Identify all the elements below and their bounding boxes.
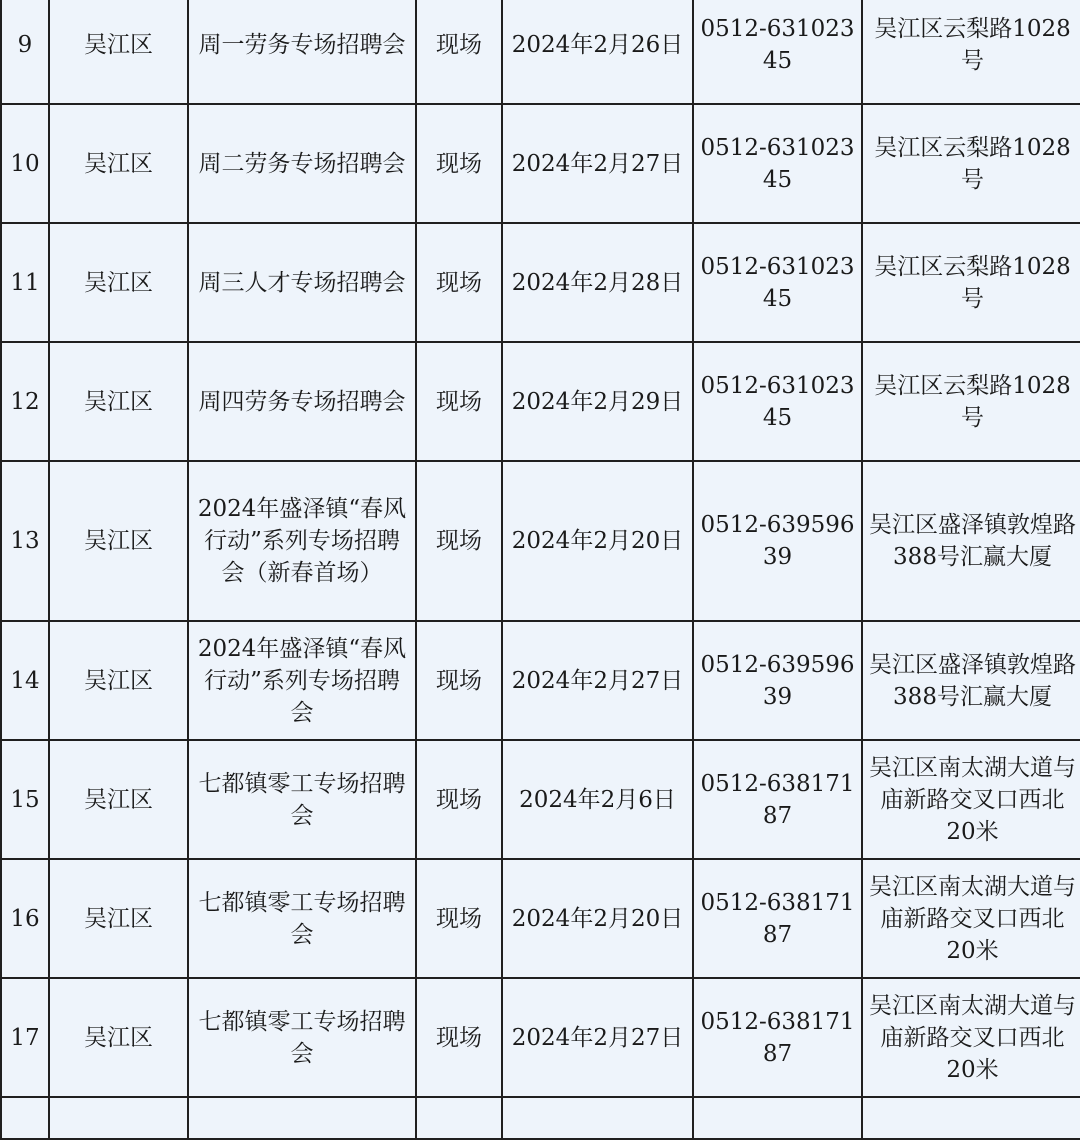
contact-phone: 0512-63102345 xyxy=(693,104,862,223)
event-type: 现场 xyxy=(416,621,502,740)
district: 吴江区 xyxy=(49,740,188,859)
event-name: 七都镇零工专场招聘会 xyxy=(188,978,416,1097)
contact-phone: 0512-63817187 xyxy=(693,859,862,978)
event-date: 2024年2月28日 xyxy=(502,223,693,342)
district: 吴江区 xyxy=(49,621,188,740)
event-date: 2024年2月20日 xyxy=(502,461,693,621)
event-name: 七都镇零工专场招聘会 xyxy=(188,740,416,859)
event-name: 2024年盛泽镇“春风行动”系列专场招聘会 xyxy=(188,621,416,740)
table-row-partial xyxy=(1,1097,1080,1139)
empty-cell xyxy=(188,1097,416,1139)
contact-phone: 0512-63102345 xyxy=(693,0,862,104)
venue-address: 吴江区盛泽镇敦煌路388号汇赢大厦 xyxy=(862,461,1080,621)
event-date: 2024年2月20日 xyxy=(502,859,693,978)
event-name: 周一劳务专场招聘会 xyxy=(188,0,416,104)
contact-phone: 0512-63959639 xyxy=(693,461,862,621)
event-type: 现场 xyxy=(416,461,502,621)
empty-cell xyxy=(502,1097,693,1139)
event-date: 2024年2月27日 xyxy=(502,978,693,1097)
event-date: 2024年2月27日 xyxy=(502,621,693,740)
venue-address: 吴江区云梨路1028号 xyxy=(862,342,1080,461)
row-number: 15 xyxy=(1,740,49,859)
table-row xyxy=(1,104,1080,223)
contact-phone: 0512-63817187 xyxy=(693,978,862,1097)
contact-phone: 0512-63817187 xyxy=(693,740,862,859)
table-row xyxy=(1,621,1080,740)
event-type: 现场 xyxy=(416,342,502,461)
event-date: 2024年2月6日 xyxy=(502,740,693,859)
table-row xyxy=(1,859,1080,978)
event-date: 2024年2月29日 xyxy=(502,342,693,461)
event-name: 周三人才专场招聘会 xyxy=(188,223,416,342)
venue-address: 吴江区南太湖大道与庙新路交叉口西北20米 xyxy=(862,740,1080,859)
table-row xyxy=(1,342,1080,461)
row-number: 10 xyxy=(1,104,49,223)
event-name: 七都镇零工专场招聘会 xyxy=(188,859,416,978)
event-name: 周二劳务专场招聘会 xyxy=(188,104,416,223)
event-date: 2024年2月26日 xyxy=(502,0,693,104)
event-type: 现场 xyxy=(416,859,502,978)
venue-address: 吴江区南太湖大道与庙新路交叉口西北20米 xyxy=(862,978,1080,1097)
empty-cell xyxy=(49,1097,188,1139)
district: 吴江区 xyxy=(49,342,188,461)
district: 吴江区 xyxy=(49,104,188,223)
event-name: 2024年盛泽镇“春风行动”系列专场招聘会（新春首场） xyxy=(188,461,416,621)
venue-address: 吴江区盛泽镇敦煌路388号汇赢大厦 xyxy=(862,621,1080,740)
empty-cell xyxy=(416,1097,502,1139)
event-type: 现场 xyxy=(416,0,502,104)
row-number: 9 xyxy=(1,0,49,104)
contact-phone: 0512-63959639 xyxy=(693,621,862,740)
contact-phone: 0512-63102345 xyxy=(693,342,862,461)
table-row xyxy=(1,223,1080,342)
district: 吴江区 xyxy=(49,0,188,104)
row-number: 17 xyxy=(1,978,49,1097)
empty-cell xyxy=(1,1097,49,1139)
venue-address: 吴江区云梨路1028号 xyxy=(862,0,1080,104)
district: 吴江区 xyxy=(49,859,188,978)
venue-address: 吴江区云梨路1028号 xyxy=(862,104,1080,223)
table-row xyxy=(1,740,1080,859)
district: 吴江区 xyxy=(49,223,188,342)
contact-phone: 0512-63102345 xyxy=(693,223,862,342)
row-number: 11 xyxy=(1,223,49,342)
event-type: 现场 xyxy=(416,740,502,859)
row-number: 14 xyxy=(1,621,49,740)
event-type: 现场 xyxy=(416,223,502,342)
row-number: 12 xyxy=(1,342,49,461)
empty-cell xyxy=(862,1097,1080,1139)
table-row xyxy=(1,0,1080,104)
row-number: 16 xyxy=(1,859,49,978)
table-row xyxy=(1,978,1080,1097)
event-type: 现场 xyxy=(416,978,502,1097)
table-row xyxy=(1,461,1080,621)
empty-cell xyxy=(693,1097,862,1139)
event-date: 2024年2月27日 xyxy=(502,104,693,223)
district: 吴江区 xyxy=(49,461,188,621)
event-type: 现场 xyxy=(416,104,502,223)
district: 吴江区 xyxy=(49,978,188,1097)
row-number: 13 xyxy=(1,461,49,621)
venue-address: 吴江区云梨路1028号 xyxy=(862,223,1080,342)
event-name: 周四劳务专场招聘会 xyxy=(188,342,416,461)
venue-address: 吴江区南太湖大道与庙新路交叉口西北20米 xyxy=(862,859,1080,978)
